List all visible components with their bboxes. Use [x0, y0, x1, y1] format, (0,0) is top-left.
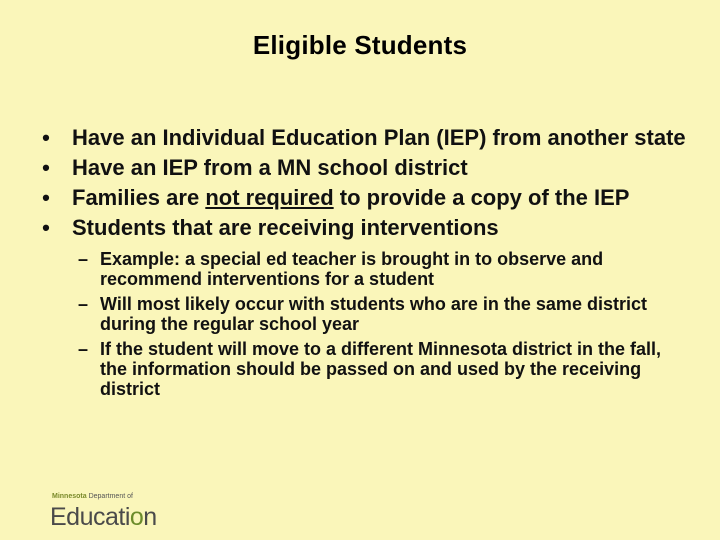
logo-state: Minnesota: [52, 493, 87, 500]
bullet-item: [36, 127, 686, 149]
sub-bullet-dash: –: [78, 249, 89, 269]
logo-wordmark: [50, 503, 157, 532]
bullet-text-underlined: not required: [205, 185, 334, 210]
logo-department: Department of: [88, 493, 133, 500]
sub-bullet-item: [72, 294, 686, 334]
bullet-item: [36, 157, 686, 179]
bullet-dot: •: [42, 185, 50, 210]
logo-department-line: [52, 493, 133, 500]
sub-bullet-item: [72, 339, 686, 399]
slide-title: Eligible Students: [252, 30, 468, 60]
sub-bullet-text: Will most likely occur with students who are in the same district during the regular school year: [100, 294, 647, 334]
logo-word-part3: n: [143, 503, 157, 531]
logo-word-part2: o: [129, 503, 144, 531]
bullet-item: [36, 217, 686, 399]
sub-bullet-dash: –: [78, 294, 89, 314]
bullet-text: Have an IEP from a MN school district: [72, 155, 468, 180]
sub-bullet-list: [72, 249, 686, 399]
sub-bullet-item: [72, 249, 686, 289]
mde-logo: [50, 493, 170, 533]
bullet-text-before: Families are: [72, 185, 206, 210]
logo-word-part1: Educati: [50, 503, 130, 531]
bullet-dot: •: [42, 155, 50, 180]
bullet-dot: •: [42, 215, 50, 240]
bullet-dot: •: [42, 125, 50, 150]
bullet-text: Have an Individual Education Plan (IEP) from another state: [72, 125, 686, 150]
bullet-item: [36, 187, 686, 209]
bullet-text-after: to provide a copy of the IEP: [333, 185, 630, 210]
sub-bullet-text: Example: a special ed teacher is brought in to observe and recommend interventions for a student: [100, 249, 604, 289]
sub-bullet-dash: –: [78, 339, 89, 359]
bullet-list: [36, 127, 686, 407]
bullet-text: Students that are receiving interventions: [72, 215, 499, 240]
sub-bullet-text: If the student will move to a different Minnesota district in the fall, the information should be passed on and used by the receiving district: [100, 339, 662, 399]
